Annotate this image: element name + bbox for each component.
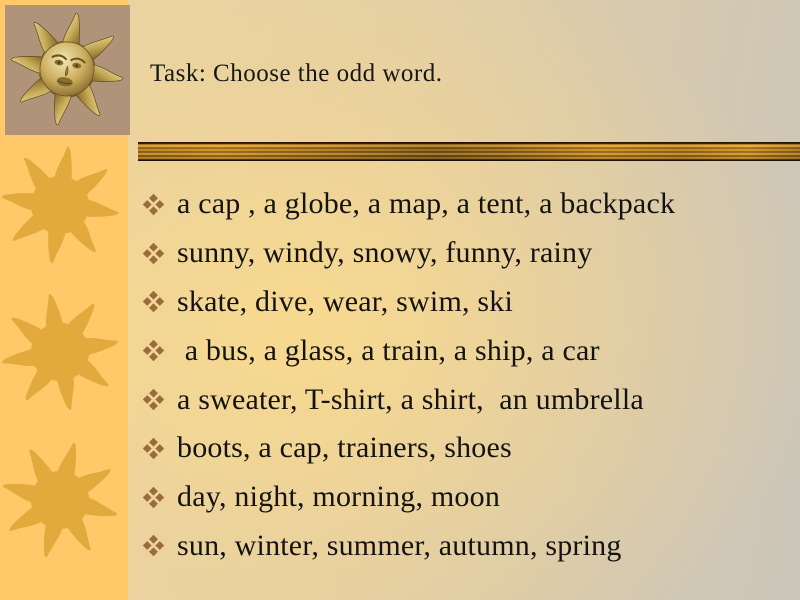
sun-silhouette-icon <box>0 141 124 269</box>
list-item <box>142 180 794 229</box>
gold-divider-bar <box>138 142 800 161</box>
item-text: a cap , a globe, a map, a tent, a backpack <box>177 187 676 221</box>
sun-face-icon <box>5 5 130 135</box>
four-diamond-bullet-icon <box>142 193 165 216</box>
item-text: a sweater, T-shirt, a shirt, an umbrella <box>177 382 644 416</box>
item-text: skate, dive, wear, swim, ski <box>177 284 513 318</box>
list-item <box>142 326 794 375</box>
four-diamond-bullet-icon <box>142 486 165 509</box>
sun-silhouette-icon <box>0 288 124 416</box>
list-item <box>142 473 794 522</box>
item-text: sun, winter, summer, autumn, spring <box>177 528 622 562</box>
sun-face-image <box>5 5 130 135</box>
four-diamond-bullet-icon <box>142 534 165 557</box>
four-diamond-bullet-icon <box>142 242 165 265</box>
item-text: a bus, a glass, a train, a ship, a car <box>177 333 600 367</box>
item-text: day, night, morning, moon <box>177 480 501 514</box>
sun-silhouette-icon <box>0 436 124 564</box>
list-item <box>142 375 794 424</box>
four-diamond-bullet-icon <box>142 437 165 460</box>
list-item <box>142 424 794 473</box>
word-list <box>142 180 794 570</box>
list-item <box>142 522 794 571</box>
four-diamond-bullet-icon <box>142 290 165 313</box>
item-text: boots, a cap, trainers, shoes <box>177 431 512 465</box>
slide-title: Task: Choose the odd word. <box>150 60 443 87</box>
list-item <box>142 229 794 278</box>
item-text: sunny, windy, snowy, funny, rainy <box>177 236 593 270</box>
four-diamond-bullet-icon <box>142 388 165 411</box>
four-diamond-bullet-icon <box>142 339 165 362</box>
list-item <box>142 278 794 327</box>
